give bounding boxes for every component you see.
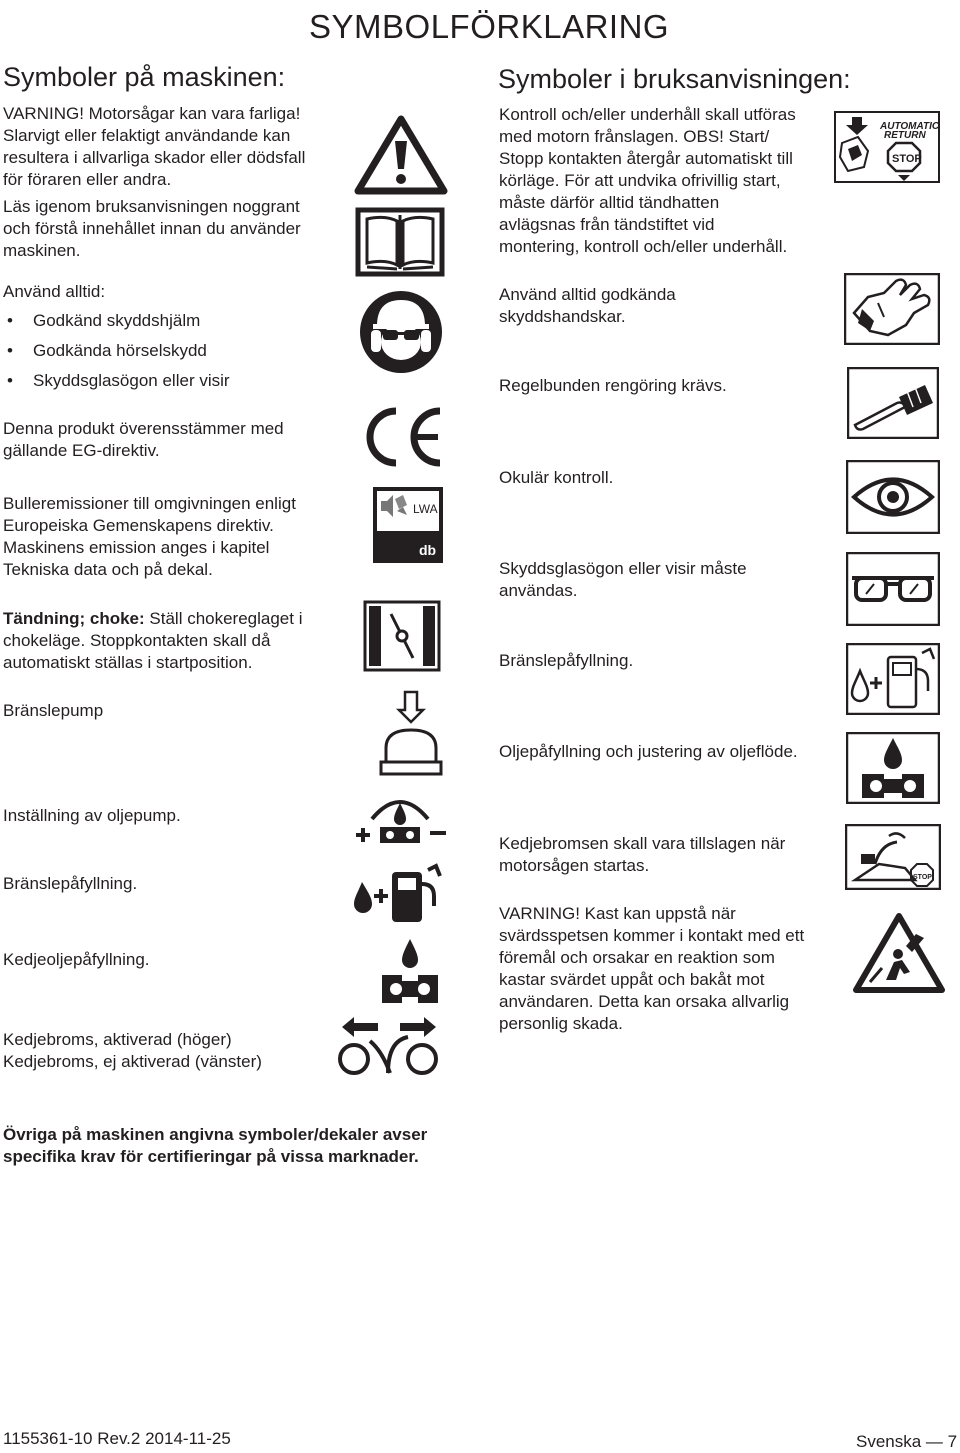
oil-pump-adjust-icon: [352, 793, 448, 853]
text-line: gällande EG-direktiv.: [3, 441, 160, 460]
visual-check-label: Okulär kontroll.: [499, 468, 614, 487]
list-item: • Godkända hörselskydd: [3, 340, 303, 370]
text-line: montering, kontroll och/eller underhåll.: [499, 237, 788, 256]
text-line: Kontroll och/eller underhåll skall utföras: [499, 105, 796, 124]
text-line: maskinen.: [3, 241, 81, 260]
head-protection-icon: [359, 290, 443, 374]
chain-brake-icon: [334, 1013, 444, 1075]
text-line: automatiskt ställas i startposition.: [3, 653, 253, 672]
page-number: Svenska — 7: [856, 1432, 958, 1451]
right-heading: Symboler i bruksanvisningen:: [498, 64, 851, 94]
stop-label-small: STOP: [913, 874, 932, 881]
left-heading: Symboler på maskinen:: [3, 62, 286, 92]
noise-text: [3, 493, 296, 581]
kickback-text: [499, 903, 804, 1035]
choke-text: [3, 608, 303, 674]
choke-rest: Ställ chokereglaget i: [144, 609, 303, 628]
safety-glasses-icon: [846, 552, 940, 626]
text-line: svärdsspetsen kommer i kontakt med ett: [499, 926, 805, 945]
refuel-label: Bränslepåfyllning.: [3, 874, 138, 893]
text-line: personlig skada.: [499, 1014, 623, 1033]
refuel-icon: [350, 862, 446, 926]
gloves-text: [499, 284, 676, 328]
text-line: Denna produkt överensstämmer med: [3, 419, 284, 438]
text-line: Kedjebroms, aktiverad (höger): [3, 1030, 232, 1049]
text-line: användaren. Detta kan orsaka allvarlig: [499, 992, 790, 1011]
db-label: db: [419, 542, 437, 558]
refuel-right-icon: [846, 643, 940, 715]
refuel-label-right: Bränslepåfyllning.: [499, 651, 634, 670]
text-line: Läs igenom bruksanvisningen noggrant: [3, 197, 300, 216]
text-line: Stopp kontakten återgår automatiskt till: [499, 149, 793, 168]
oil-label-right: Oljepåfyllning och justering av oljeflöde.: [499, 742, 798, 761]
certification-note: [3, 1124, 427, 1168]
cleaning-brush-icon: [847, 367, 939, 439]
ce-text: [3, 418, 284, 462]
text-line: måste därför alltid tändhatten: [499, 193, 720, 212]
lwa-label: LWA: [413, 502, 438, 516]
always-use-label: Använd alltid:: [3, 282, 106, 301]
text-line: Tekniska data och på dekal.: [3, 560, 213, 579]
warning-triangle-icon: [354, 115, 448, 195]
brake-start-text: [499, 833, 785, 877]
text-line: Kedjebromsen skall vara tillslagen när: [499, 834, 786, 853]
fuel-pump-label: Bränslepump: [3, 701, 104, 720]
chainsaw-start-brake-icon: [845, 824, 941, 890]
text-line: Övriga på maskinen angivna symboler/dekaler avser: [3, 1125, 428, 1144]
choke-bold-label: Tändning; choke:: [3, 609, 145, 628]
page-title: SYMBOLFÖRKLARING: [309, 8, 670, 45]
doc-number: 1155361-10 Rev.2 2014-11-25: [3, 1429, 231, 1448]
oil-pump-label: Inställning av oljepump.: [3, 806, 181, 825]
manual-text: [3, 196, 301, 262]
maintenance-text: [499, 104, 796, 258]
text-line: Slarvigt eller felaktigt användande kan: [3, 126, 291, 145]
choke-icon: [363, 600, 441, 672]
text-line: och förstå innehållet innan du använder: [3, 219, 301, 238]
text-line: med motorn frånslagen. OBS! Start/: [499, 127, 770, 146]
noise-level-icon: [373, 487, 443, 563]
warning-text: [3, 103, 305, 191]
text-line: [3, 608, 303, 630]
ce-mark-icon: [360, 405, 444, 469]
text-line: Bulleremissioner till omgivningen enligt: [3, 494, 296, 513]
text-line: resultera i allvarliga skador eller dödsfall: [3, 148, 306, 167]
text-line: VARNING! Kast kan uppstå när: [499, 904, 736, 923]
text-line: skyddshandskar.: [499, 307, 626, 326]
return-label: RETURN: [884, 130, 926, 141]
glasses-text: [499, 558, 747, 602]
text-line: specifika krav för certifieringar på vissa marknader.: [3, 1147, 419, 1166]
text-line: Kedjebroms, ej aktiverad (vänster): [3, 1052, 262, 1071]
text-line: för föraren eller andra.: [3, 170, 172, 189]
visual-check-eye-icon: [846, 460, 940, 534]
text-line: användas.: [499, 581, 578, 600]
text-line: Använd alltid godkända: [499, 285, 676, 304]
fuel-pump-icon: [378, 688, 444, 778]
stop-label: STOP: [892, 153, 922, 165]
ppe-list: [3, 310, 303, 400]
text-line: Europeiska Gemenskapens direktiv.: [3, 516, 274, 535]
manual-book-icon: [355, 207, 445, 277]
chain-oil-icon: [376, 935, 444, 1007]
oil-adjust-right-icon: [846, 732, 940, 804]
text-line: Maskinens emission anges i kapitel: [3, 538, 270, 557]
text-line: Skyddsglasögon eller visir måste: [499, 559, 747, 578]
text-line: motorsågen startas.: [499, 856, 650, 875]
text-line: körläge. För att undvika ofrivillig start,: [499, 171, 781, 190]
text-line: föremål och orsakar en reaktion som: [499, 948, 775, 967]
text-line: VARNING! Motorsågar kan vara farliga!: [3, 104, 301, 123]
auto-label: AUTOMATIC: [880, 121, 940, 132]
text-line: avlägsnas från tändstiftet vid: [499, 215, 715, 234]
cleaning-label: Regelbunden rengöring krävs.: [499, 376, 727, 395]
chain-brake-text: [3, 1029, 262, 1073]
text-line: chokeläge. Stoppkontakten skall då: [3, 631, 271, 650]
text-line: kastar svärdet uppåt och bakåt mot: [499, 970, 765, 989]
protective-gloves-icon: [844, 273, 940, 345]
auto-return-stop-icon: [834, 111, 940, 183]
list-item: • Godkänd skyddshjälm: [3, 310, 303, 340]
list-item: • Skyddsglasögon eller visir: [3, 370, 303, 400]
chain-oil-label: Kedjeoljepåfyllning.: [3, 950, 150, 969]
kickback-warning-icon: [852, 912, 946, 994]
